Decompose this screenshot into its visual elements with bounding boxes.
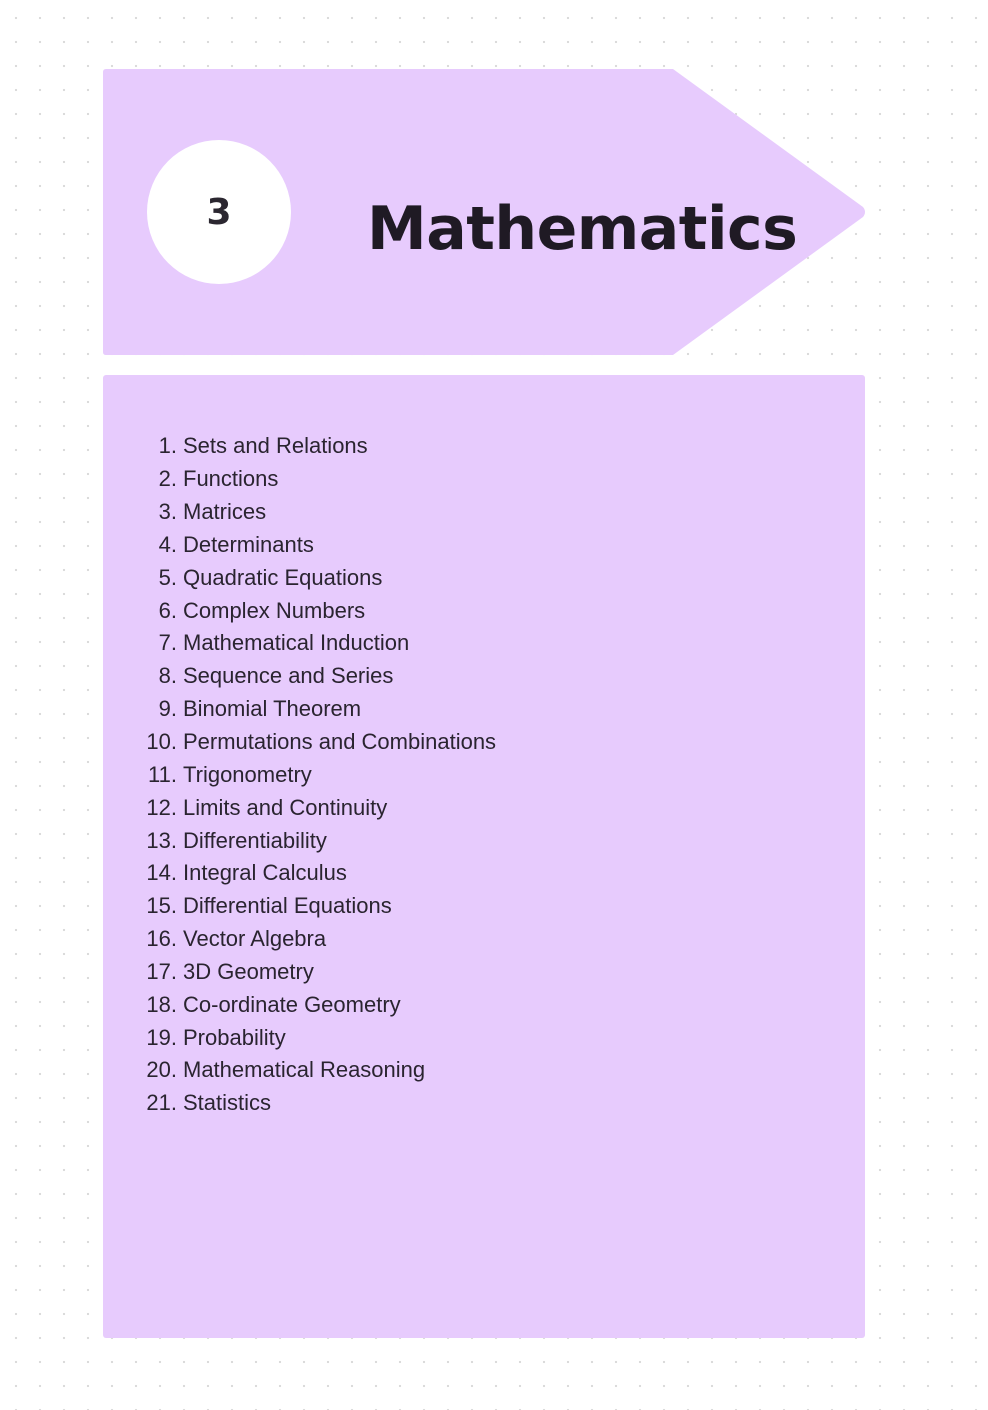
list-item xyxy=(103,1021,496,1054)
list-item xyxy=(103,529,496,562)
topic-number: 12. xyxy=(146,794,177,820)
topic-label: Limits and Continuity xyxy=(183,794,388,820)
topic-label: Binomial Theorem xyxy=(183,696,362,722)
topic-label: Trigonometry xyxy=(183,761,312,787)
topic-number: 4. xyxy=(158,531,177,557)
section-number: 3 xyxy=(206,191,232,233)
topic-number: 10. xyxy=(146,729,177,755)
topic-label: Vector Algebra xyxy=(183,926,327,952)
topic-label: Mathematical Reasoning xyxy=(183,1057,426,1083)
section-title: Mathematics xyxy=(367,194,798,264)
topic-number: 5. xyxy=(158,564,177,590)
topic-number: 21. xyxy=(146,1090,177,1116)
topic-label: Permutations and Combinations xyxy=(183,729,497,755)
topic-label: Differentiability xyxy=(183,827,327,853)
list-item xyxy=(103,726,496,759)
list-item xyxy=(103,857,496,890)
topic-number: 2. xyxy=(158,466,177,492)
list-item xyxy=(103,758,496,791)
list-item xyxy=(103,627,496,660)
topics-panel[interactable] xyxy=(103,375,865,1338)
topic-label: Probability xyxy=(183,1024,286,1050)
topic-label: Complex Numbers xyxy=(183,597,366,623)
list-item xyxy=(103,923,496,956)
header-banner[interactable] xyxy=(103,69,866,355)
topic-number: 18. xyxy=(146,991,177,1017)
topic-label: 3D Geometry xyxy=(183,958,314,984)
topic-list xyxy=(103,430,496,1120)
topic-label: Matrices xyxy=(183,499,267,525)
topic-number: 15. xyxy=(146,893,177,919)
topic-label: Sets and Relations xyxy=(183,433,368,459)
topic-number: 9. xyxy=(158,696,177,722)
topic-number: 3. xyxy=(158,499,177,525)
list-item xyxy=(103,463,496,496)
topic-label: Differential Equations xyxy=(183,893,392,919)
topic-number: 13. xyxy=(146,827,177,853)
list-item xyxy=(103,890,496,923)
topic-number: 16. xyxy=(146,926,177,952)
topic-number: 11. xyxy=(148,761,177,787)
topic-number: 7. xyxy=(158,630,177,656)
topic-label: Quadratic Equations xyxy=(183,564,383,590)
topic-label: Co-ordinate Geometry xyxy=(183,991,401,1017)
list-item xyxy=(103,496,496,529)
list-item xyxy=(103,561,496,594)
list-item xyxy=(103,956,496,989)
list-item xyxy=(103,1054,496,1087)
list-item xyxy=(103,594,496,627)
topic-label: Determinants xyxy=(183,531,314,557)
topic-label: Mathematical Induction xyxy=(183,630,410,656)
topic-label: Statistics xyxy=(183,1090,272,1116)
topic-number: 17. xyxy=(146,958,177,984)
topic-number: 8. xyxy=(158,663,177,689)
topic-label: Sequence and Series xyxy=(183,663,394,689)
list-item xyxy=(103,430,496,463)
topic-number: 1. xyxy=(158,433,177,459)
topic-number: 20. xyxy=(146,1057,177,1083)
list-item xyxy=(103,791,496,824)
list-item xyxy=(103,988,496,1021)
list-item xyxy=(103,693,496,726)
topic-label: Functions xyxy=(183,466,279,492)
topic-number: 6. xyxy=(158,597,177,623)
topic-label: Integral Calculus xyxy=(183,860,347,886)
topic-number: 14. xyxy=(146,860,177,886)
section-number-circle xyxy=(147,140,291,284)
topic-number: 19. xyxy=(146,1024,177,1050)
list-item xyxy=(103,660,496,693)
list-item xyxy=(103,824,496,857)
list-item xyxy=(103,1087,496,1120)
